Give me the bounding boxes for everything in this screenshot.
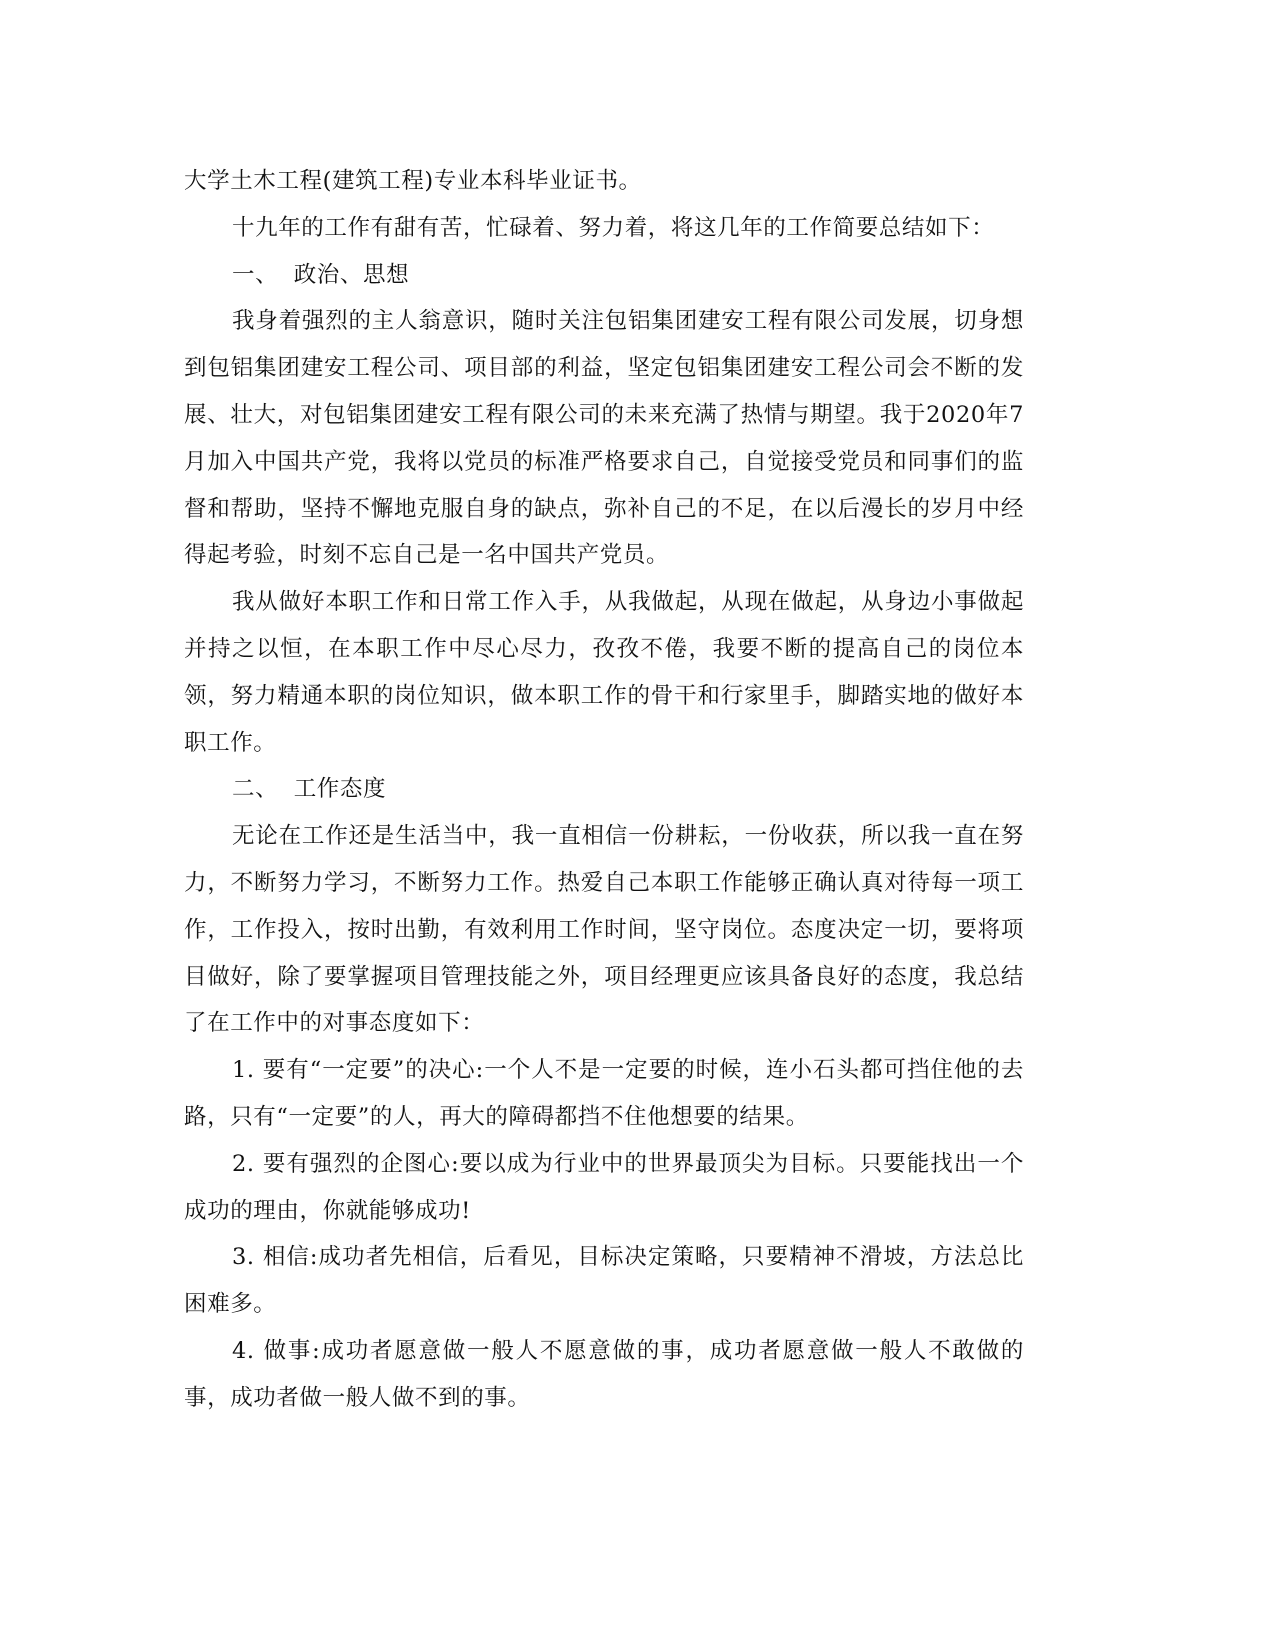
- list-item-2: 2. 要有强烈的企图心:要以成为行业中的世界最顶尖为目标。只要能找出一个成功的理由，你就能够成功!: [184, 1150, 1024, 1224]
- document-body: [184, 158, 1024, 1422]
- paragraph-politics-2: 我从做好本职工作和日常工作入手，从我做起，从现在做起，从身边小事做起并持之以恒，在本职工作中尽心尽力，孜孜不倦，我要不断的提高自己的岗位本领，努力精通本职的岗位知识，做本职工作的骨干和行家里手，脚踏实地的做好本职工作。: [184, 589, 1024, 756]
- list-item-3: 3. 相信:成功者先相信，后看见，目标决定策略，只要精神不滑坡，方法总比困难多。: [184, 1244, 1024, 1318]
- list-item-1: 1. 要有“一定要”的决心:一个人不是一定要的时候，连小石头都可挡住他的去路，只有“一定要”的人，再大的障碍都挡不住他想要的结果。: [184, 1057, 1024, 1130]
- paragraph-degree: 大学土木工程(建筑工程)专业本科毕业证书。: [184, 168, 642, 194]
- section-heading-attitude: 二、 工作态度: [232, 776, 387, 803]
- section-heading-politics: 一、 政治、思想: [232, 261, 410, 288]
- list-item-4: 4. 做事:成功者愿意做一般人不愿意做的事，成功者愿意做一般人不敢做的事，成功者做一般人做不到的事。: [184, 1337, 1024, 1411]
- paragraph-summary-intro: 十九年的工作有甜有苦，忙碌着、努力着，将这几年的工作简要总结如下：: [232, 214, 995, 241]
- paragraph-attitude: 无论在工作还是生活当中，我一直相信一份耕耘，一份收获，所以我一直在努力，不断努力学习，不断努力工作。热爱自己本职工作能够正确认真对待每一项工作，工作投入，按时出勤，有效利用工作时间，坚守岗位。态度决定一切，要将项目做好，除了要掌握项目管理技能之外，项目经理更应该具备良好的态度，我总结了在工作中的对事态度如下：: [184, 823, 1024, 1037]
- paragraph-politics-1: 我身着强烈的主人翁意识，随时关注包铝集团建安工程有限公司发展，切身想到包铝集团建安工程公司、项目部的利益，坚定包铝集团建安工程公司会不断的发展、壮大，对包铝集团建安工程有限公司的未来充满了热情与期望。我于2020年7月加入中国共产党，我将以党员的标准严格要求自己，自觉接受党员和同事们的监督和帮助，坚持不懈地克服自身的缺点，弥补自己的不足，在以后漫长的岁月中经得起考验，时刻不忘自己是一名中国共产党员。: [184, 308, 1024, 569]
